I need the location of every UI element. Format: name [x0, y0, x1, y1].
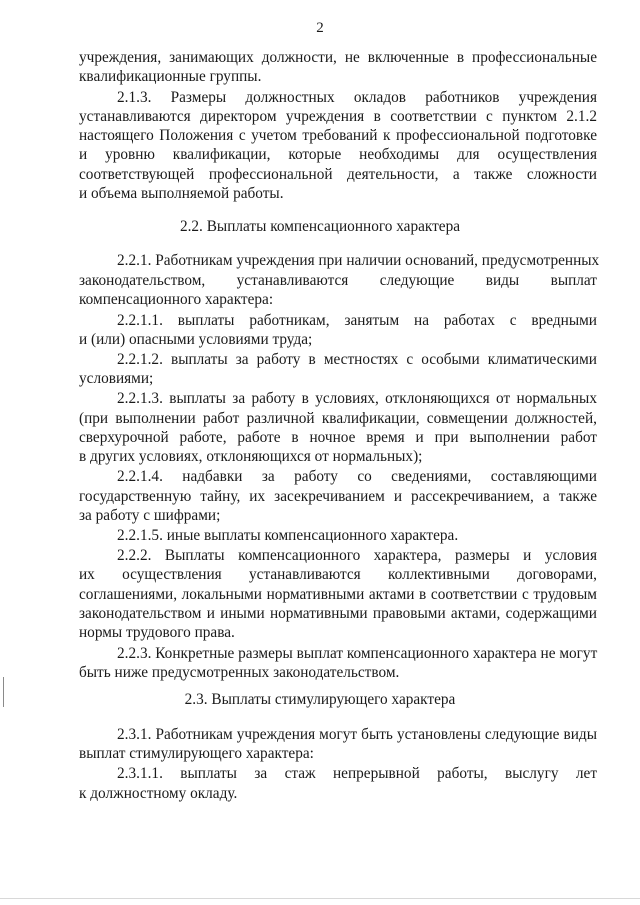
text-line: 2.2.2. Выплаты компенсационного характера, размеры и условия [117, 547, 597, 564]
text-line: (при выполнении работ различной квалификации, совмещении должностей, [79, 410, 597, 427]
text-line: нормы трудового права. [79, 624, 235, 641]
text-line: законодательством, устанавливаются следующие виды выплат [79, 272, 597, 289]
text-line: их осуществления устанавливаются коллективными договорами, [79, 566, 597, 583]
text-line: 2.3.1.1. выплаты за стаж непрерывной работы, выслугу лет [117, 765, 597, 782]
text-line: 2.2.1.4. надбавки за работу со сведениями, составляющими [117, 468, 597, 485]
text-line: учреждения, занимающих должности, не включенные в профессиональные [79, 49, 597, 66]
text-line: и (или) опасными условиями труда; [79, 331, 313, 348]
section-heading: 2.2. Выплаты компенсационного характера [179, 218, 461, 235]
text-line: условиями; [79, 370, 154, 387]
text-line: в других условиях, отклоняющихся от нормальных); [79, 448, 423, 465]
text-line: за работу с шифрами; [79, 507, 221, 524]
text-line: 2.1.3. Размеры должностных окладов работников учреждения [117, 89, 597, 106]
text-line: настоящего Положения с учетом требований к профессиональной подготовке [79, 127, 597, 144]
section-heading: 2.3. Выплаты стимулирующего характера [184, 691, 456, 708]
text-line: государственную тайну, их засекречиванием и рассекречиванием, а также [79, 488, 597, 505]
text-line: 2.2.1.1. выплаты работникам, занятым на работах с вредными [117, 312, 597, 329]
text-line: квалификационные группы. [79, 68, 262, 85]
text-line: сверхурочной работе, работе в ночное время и при выполнении работ [79, 429, 597, 446]
text-line: 2.3.1. Работникам учреждения могут быть установлены следующие виды [117, 726, 597, 743]
text-line: выплат стимулирующего характера: [79, 745, 314, 762]
scan-margin-mark [3, 677, 4, 707]
text-line: 2.2.1.3. выплаты за работу в условиях, отклоняющихся от нормальных [117, 390, 597, 407]
text-line: соглашениями, локальными нормативными актами в соответствии с трудовым [79, 586, 597, 603]
text-line: соответствующей профессиональной деятельности, а также сложности [79, 166, 597, 183]
text-line: законодательством и иными нормативными правовыми актами, содержащими [79, 605, 597, 622]
text-line: компенсационного характера: [79, 291, 274, 308]
page-number: 2 [316, 20, 324, 36]
text-line: 2.2.1. Работникам учреждения при наличии оснований, предусмотренных [117, 252, 600, 269]
text-line: 2.2.1.5. иные выплаты компенсационного характера. [117, 527, 459, 544]
scan-bottom-edge [0, 898, 640, 899]
text-line: к должностному окладу. [79, 785, 238, 802]
text-line: и объема выполняемой работы. [79, 185, 284, 202]
text-line: быть ниже предусмотренных законодательством. [79, 664, 400, 681]
text-line: устанавливаются директором учреждения в соответствии с пунктом 2.1.2 [79, 108, 597, 125]
text-line: 2.2.3. Конкретные размеры выплат компенсационного характера не могут [117, 645, 598, 662]
text-line: и уровню квалификации, которые необходимы для осуществления [79, 146, 597, 163]
text-line: 2.2.1.2. выплаты за работу в местностях с особыми климатическими [117, 351, 597, 368]
